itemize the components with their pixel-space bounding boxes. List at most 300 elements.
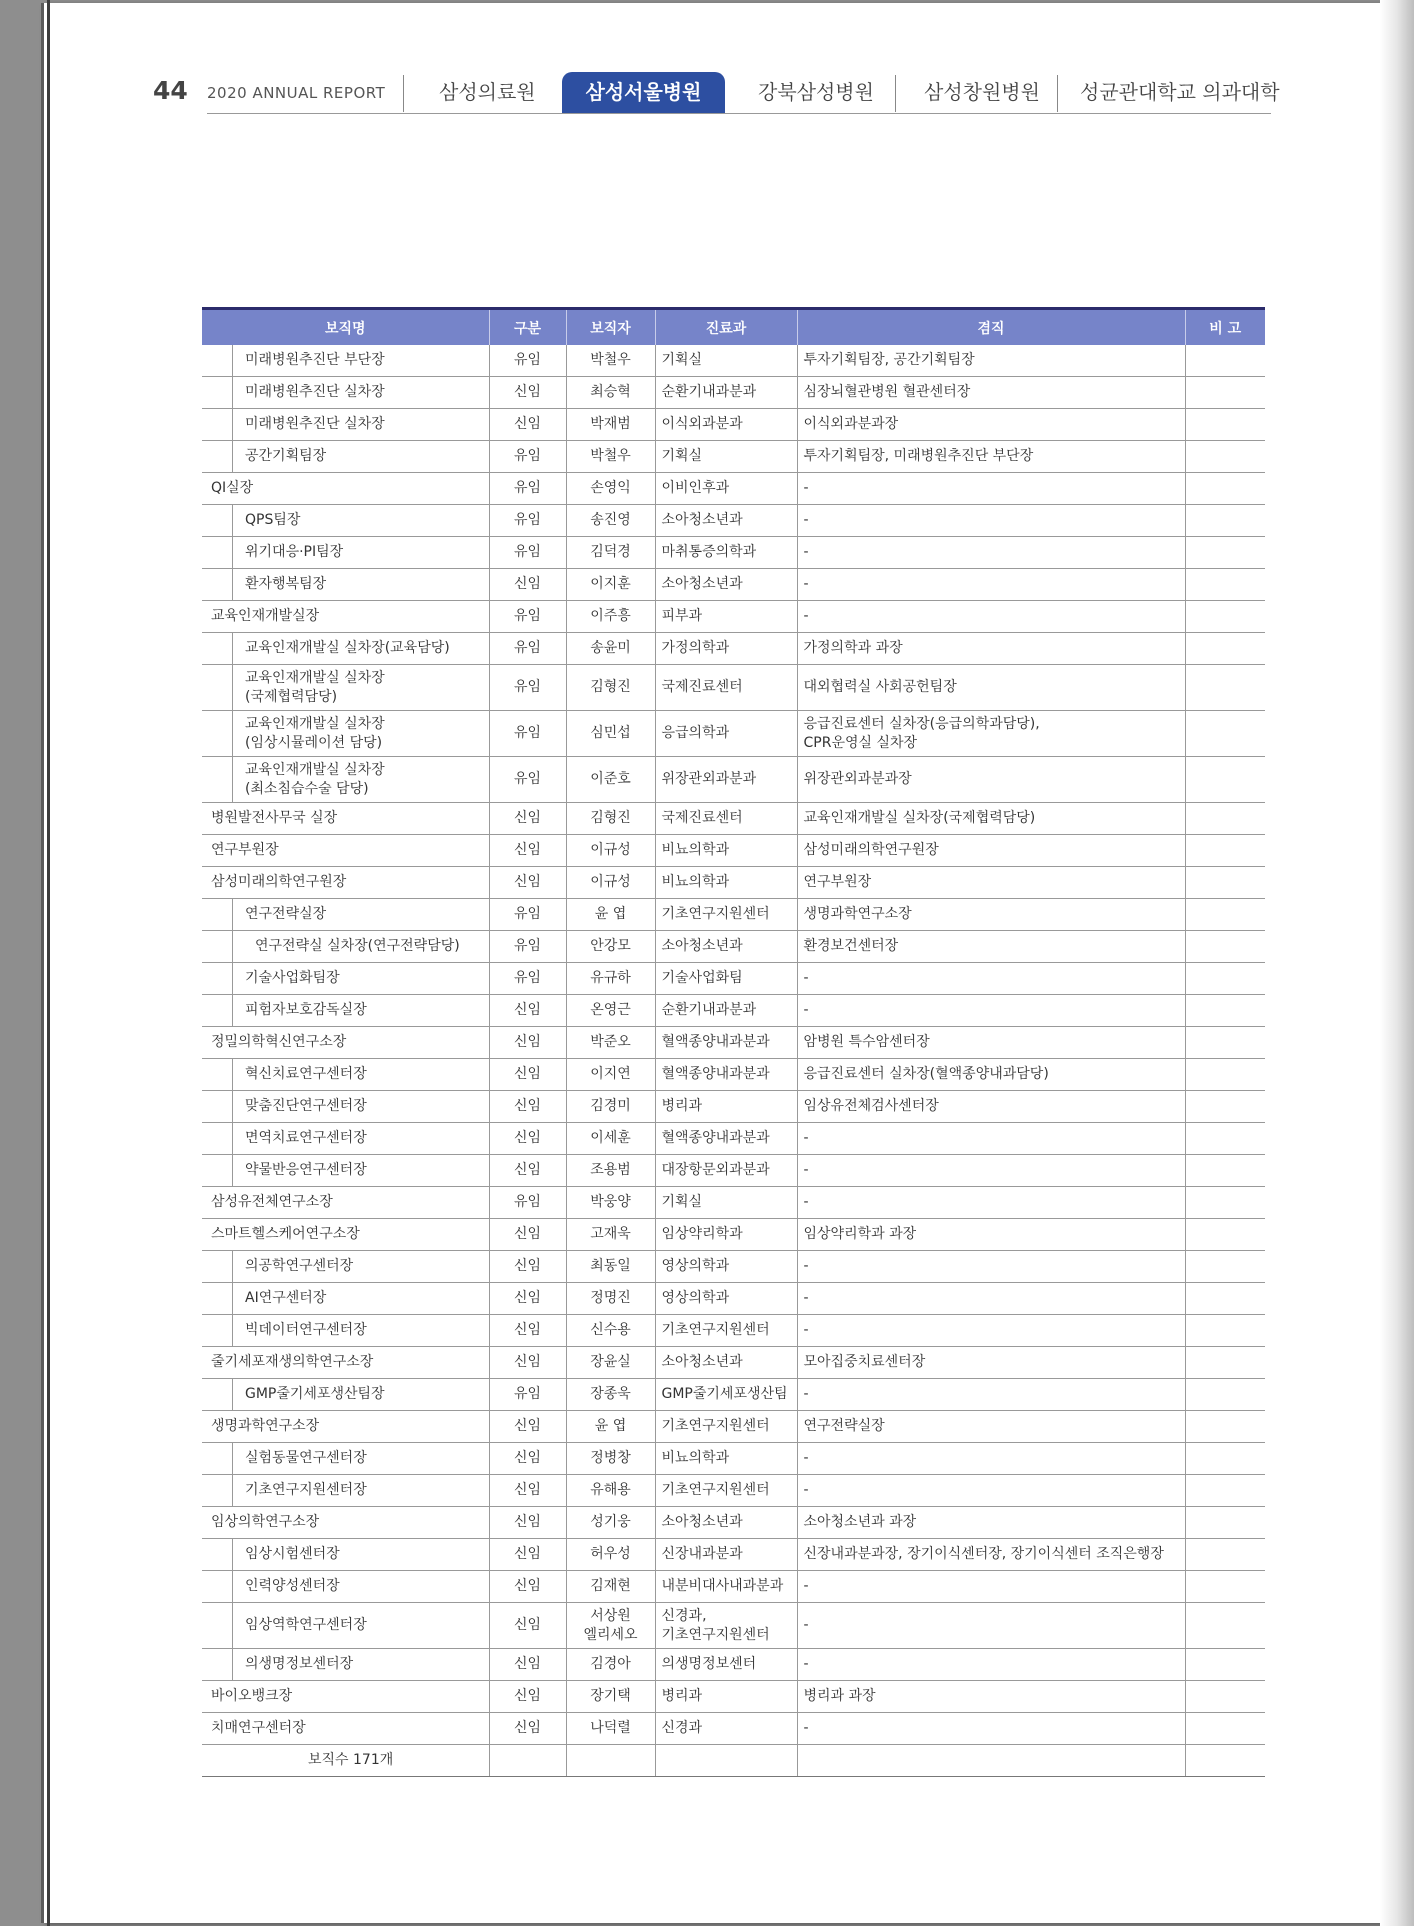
cell-person [566, 1187, 655, 1219]
cell-position [202, 377, 489, 409]
department-name: 순환기내과분과 [661, 1002, 757, 1019]
cell-concurrent [797, 1507, 1185, 1539]
position-line: (임상시뮬레이션 담당) [245, 734, 383, 751]
cell-type: 유임 [489, 345, 566, 377]
position-name [202, 1193, 489, 1212]
column-header-person: 보직자 [566, 309, 655, 346]
cell-type: 신임 [489, 1571, 566, 1603]
position-text [245, 543, 343, 562]
concurrent-text: 심장뇌혈관병원 혈관센터장 [803, 384, 971, 401]
position-text [245, 715, 385, 753]
department-name: 이비인후과 [661, 480, 730, 497]
concurrent-text: 응급진료센터 실차장(혈액종양내과담당) [803, 1066, 1049, 1083]
position-name [202, 1513, 489, 1532]
department-name: 국제진료센터 [661, 810, 743, 827]
cell-type: 유임 [489, 537, 566, 569]
cell-remarks [1185, 867, 1265, 899]
cell-position [202, 1123, 489, 1155]
position-text [245, 1257, 353, 1276]
cell-concurrent [797, 601, 1185, 633]
cell-remarks [1185, 1123, 1265, 1155]
position-line: 생명과학연구소장 [211, 1418, 320, 1435]
cell-department [655, 473, 797, 505]
position-name [202, 607, 489, 626]
cell-type: 신임 [489, 1155, 566, 1187]
cell-remarks [1185, 1379, 1265, 1411]
cell-type: 신임 [489, 1681, 566, 1713]
cell-department [655, 711, 797, 757]
position-text [211, 1418, 319, 1434]
person-name: 김재현 [590, 1578, 631, 1595]
tab-kangbuk-samsung-hospital[interactable]: 강북삼성병원 [758, 80, 874, 104]
position-text [245, 383, 385, 402]
cell-type: 유임 [489, 757, 566, 803]
cell-person [566, 1411, 655, 1443]
cell-position [202, 601, 489, 633]
report-title: 2020 ANNUAL REPORT [207, 84, 386, 102]
position-line: 미래병원추진단 실차장 [245, 416, 385, 433]
cell-person [566, 473, 655, 505]
position-text [245, 1481, 367, 1500]
cell-type: 신임 [489, 1603, 566, 1649]
tab-samsung-medical-center[interactable]: 삼성의료원 [439, 80, 536, 104]
cell-department [655, 1603, 797, 1649]
concurrent-text: - [803, 1130, 809, 1147]
cell-concurrent [797, 1059, 1185, 1091]
department-name: 혈액종양내과분과 [661, 1130, 770, 1147]
cell-person [566, 1283, 655, 1315]
cell-department [655, 899, 797, 931]
cell-person [566, 1443, 655, 1475]
concurrent-text: 환경보건센터장 [803, 938, 899, 955]
position-name [202, 873, 489, 892]
table-row [202, 1475, 1265, 1507]
cell-department [655, 1155, 797, 1187]
concurrent-text: - [803, 544, 809, 561]
department-name: 영상의학과 [661, 1290, 730, 1307]
cell-person [566, 1123, 655, 1155]
cell-concurrent [797, 1681, 1185, 1713]
person-name: 엘리세오 [583, 1626, 638, 1643]
cell-remarks [1185, 1283, 1265, 1315]
position-line: 정밀의학혁신연구소장 [211, 1034, 347, 1051]
cell-concurrent [797, 1649, 1185, 1681]
tab-skku-school-of-medicine[interactable]: 성균관대학교 의과대학 [1080, 80, 1280, 104]
concurrent-text: 연구전략실장 [803, 1418, 885, 1435]
cell-department [655, 835, 797, 867]
cell-position [202, 1059, 489, 1091]
cell-person [566, 1681, 655, 1713]
position-line: 연구부원장 [211, 842, 279, 859]
position-text [245, 1449, 367, 1468]
table-row [202, 995, 1265, 1027]
cell-department [655, 1539, 797, 1571]
column-header-remarks: 비 고 [1185, 309, 1265, 346]
position-line: 치매연구센터장 [211, 1720, 306, 1737]
position-text [245, 447, 326, 466]
cell-position [202, 1347, 489, 1379]
position-line: 임상역학연구센터장 [245, 1617, 367, 1634]
position-text [245, 1129, 367, 1148]
position-text [211, 1720, 306, 1736]
position-name [232, 1539, 489, 1570]
concurrent-text: 투자기획팀장, 미래병원추진단 부단장 [803, 448, 1034, 465]
cell-position [202, 1603, 489, 1649]
position-name [232, 505, 489, 536]
position-line: 인력양성센터장 [245, 1578, 340, 1595]
cell-person [566, 633, 655, 665]
column-header-type: 구분 [489, 309, 566, 346]
department-name: 소아청소년과 [661, 576, 743, 593]
person-name: 서상원 [590, 1607, 631, 1624]
cell-department [655, 1411, 797, 1443]
department-name: 신경과, [661, 1607, 707, 1624]
cell-concurrent [797, 1315, 1185, 1347]
cell-type: 신임 [489, 1475, 566, 1507]
concurrent-text: 임상유전체검사센터장 [803, 1098, 939, 1115]
position-text [245, 969, 340, 988]
position-text [245, 669, 385, 707]
cell-remarks [1185, 963, 1265, 995]
cell-concurrent [797, 995, 1185, 1027]
person-name: 이주흥 [590, 608, 631, 625]
cell-position [202, 1219, 489, 1251]
concurrent-text: - [803, 1720, 809, 1737]
cell-department [655, 1649, 797, 1681]
cell-type: 유임 [489, 931, 566, 963]
concurrent-text: - [803, 1482, 809, 1499]
position-name [232, 537, 489, 568]
position-line: 교육인재개발실장 [211, 608, 320, 625]
cell-person [566, 569, 655, 601]
person-name: 고재욱 [590, 1226, 631, 1243]
cell-department [655, 1713, 797, 1745]
position-text [245, 1545, 340, 1564]
cell-department [655, 1475, 797, 1507]
cell-department [655, 1507, 797, 1539]
position-name [232, 1091, 489, 1122]
cell-department [655, 1251, 797, 1283]
cell-remarks [1185, 1571, 1265, 1603]
cell-person [566, 1347, 655, 1379]
cell-type: 유임 [489, 505, 566, 537]
cell-empty [1185, 1745, 1265, 1777]
cell-type: 유임 [489, 711, 566, 757]
appointments-table [202, 307, 1265, 1777]
cell-remarks [1185, 1091, 1265, 1123]
cell-type: 신임 [489, 1411, 566, 1443]
concurrent-text: - [803, 1578, 809, 1595]
header-rule [207, 113, 1271, 114]
department-name: 신장내과분과 [661, 1546, 743, 1563]
cell-remarks [1185, 1315, 1265, 1347]
cell-person [566, 711, 655, 757]
cell-department [655, 1091, 797, 1123]
position-line: 교육인재개발실 실차장(교육담당) [245, 640, 450, 657]
position-line: 약물반응연구센터장 [245, 1162, 367, 1179]
cell-concurrent [797, 1379, 1185, 1411]
total-count: 보직수 171개 [308, 1752, 394, 1769]
tab-samsung-changwon-hospital[interactable]: 삼성창원병원 [924, 80, 1040, 104]
position-line: 위기대응·PI팀장 [245, 544, 344, 561]
cell-concurrent [797, 1539, 1185, 1571]
department-name: 기초연구지원센터 [661, 1322, 770, 1339]
cell-remarks [1185, 1187, 1265, 1219]
cell-department [655, 867, 797, 899]
cell-remarks [1185, 441, 1265, 473]
cell-department [655, 931, 797, 963]
position-line: 바이오뱅크장 [211, 1688, 293, 1705]
position-name [202, 809, 489, 828]
position-line: 의생명정보센터장 [245, 1656, 354, 1673]
cell-remarks [1185, 803, 1265, 835]
person-name: 이지연 [590, 1066, 631, 1083]
person-name: 나덕렬 [590, 1720, 631, 1737]
department-name: 가정의학과 [661, 640, 730, 657]
cell-department [655, 1379, 797, 1411]
position-name [232, 1443, 489, 1474]
concurrent-text: 이식외과분과장 [803, 416, 899, 433]
cell-empty [566, 1745, 655, 1777]
table-row [202, 931, 1265, 963]
cell-type: 유임 [489, 633, 566, 665]
cell-person [566, 1027, 655, 1059]
concurrent-text: - [803, 512, 809, 529]
position-line: 임상의학연구소장 [211, 1514, 320, 1531]
table-row [202, 835, 1265, 867]
table-row [202, 1219, 1265, 1251]
department-name: 영상의학과 [661, 1258, 730, 1275]
person-name: 최승혁 [590, 384, 631, 401]
tab-samsung-seoul-hospital[interactable]: 삼성서울병원 [562, 72, 725, 114]
concurrent-text: 병리과 과장 [803, 1688, 876, 1705]
department-name: 국제진료센터 [661, 679, 743, 696]
cell-type: 신임 [489, 1649, 566, 1681]
cell-position [202, 1155, 489, 1187]
cell-concurrent [797, 377, 1185, 409]
cell-type: 유임 [489, 1187, 566, 1219]
cell-position [202, 1649, 489, 1681]
position-name [232, 1155, 489, 1186]
cell-person [566, 1603, 655, 1649]
table-row [202, 505, 1265, 537]
department-name: 순환기내과분과 [661, 384, 757, 401]
cell-position [202, 345, 489, 377]
cell-type: 신임 [489, 1283, 566, 1315]
position-line: 연구전략실장 [245, 906, 327, 923]
person-name: 장윤실 [590, 1354, 631, 1371]
cell-concurrent [797, 835, 1185, 867]
table-row [202, 1411, 1265, 1443]
table-row [202, 711, 1265, 757]
position-name [232, 1283, 489, 1314]
position-line: 맞춤진단연구센터장 [245, 1098, 367, 1115]
cell-concurrent [797, 1443, 1185, 1475]
position-text [245, 639, 450, 658]
department-name: 응급의학과 [661, 725, 730, 742]
position-text [245, 1616, 367, 1635]
cell-concurrent [797, 931, 1185, 963]
cell-department [655, 757, 797, 803]
person-name: 성기웅 [590, 1514, 631, 1531]
position-name [232, 1251, 489, 1282]
department-name: 이식외과분과 [661, 416, 743, 433]
nav-divider [1057, 75, 1058, 112]
cell-remarks [1185, 1251, 1265, 1283]
cell-department [655, 601, 797, 633]
cell-position [202, 711, 489, 757]
position-name [232, 441, 489, 472]
department-name: 소아청소년과 [661, 512, 743, 529]
table-row [202, 1571, 1265, 1603]
table-row [202, 963, 1265, 995]
cell-person [566, 757, 655, 803]
cell-person [566, 899, 655, 931]
cell-remarks [1185, 345, 1265, 377]
position-text [211, 1226, 360, 1242]
position-line: 교육인재개발실 실차장 [245, 715, 385, 732]
cell-position [202, 803, 489, 835]
concurrent-text: 가정의학과 과장 [803, 640, 903, 657]
position-line: 미래병원추진단 부단장 [245, 352, 385, 369]
cell-concurrent [797, 505, 1185, 537]
department-name: 피부과 [661, 608, 703, 625]
position-name [232, 1571, 489, 1602]
table-row [202, 803, 1265, 835]
person-name: 심민섭 [590, 725, 631, 742]
cell-remarks [1185, 633, 1265, 665]
cell-remarks [1185, 409, 1265, 441]
cell-person [566, 1091, 655, 1123]
cell-type: 유임 [489, 1379, 566, 1411]
table-row [202, 1507, 1265, 1539]
position-line: 기술사업화팀장 [245, 970, 340, 987]
cell-concurrent [797, 757, 1185, 803]
person-name: 손영익 [590, 480, 631, 497]
cell-position [202, 1713, 489, 1745]
position-name [232, 1059, 489, 1090]
cell-department [655, 441, 797, 473]
concurrent-text: 연구부원장 [803, 874, 872, 891]
table-row [202, 633, 1265, 665]
table-row [202, 345, 1265, 377]
position-name [232, 1315, 489, 1346]
cell-person [566, 995, 655, 1027]
table-row [202, 665, 1265, 711]
person-name: 박재범 [590, 416, 631, 433]
cell-person [566, 1251, 655, 1283]
cell-remarks [1185, 899, 1265, 931]
concurrent-text: 암병원 특수암센터장 [803, 1034, 930, 1051]
cell-type: 유임 [489, 601, 566, 633]
position-line: 교육인재개발실 실차장 [245, 669, 385, 686]
table-row [202, 1713, 1265, 1745]
cell-person [566, 1315, 655, 1347]
table-row [202, 1347, 1265, 1379]
department-name: 대장항문외과분과 [661, 1162, 770, 1179]
position-name [202, 841, 489, 860]
cell-concurrent [797, 1251, 1185, 1283]
cell-remarks [1185, 1027, 1265, 1059]
concurrent-text: - [803, 576, 809, 593]
cell-remarks [1185, 601, 1265, 633]
cell-type: 신임 [489, 1713, 566, 1745]
position-text [245, 1321, 367, 1340]
cell-type: 유임 [489, 963, 566, 995]
department-name: 병리과 [661, 1098, 703, 1115]
department-name: 내분비대사내과분과 [661, 1578, 784, 1595]
cell-type: 신임 [489, 1443, 566, 1475]
department-name: 임상약리학과 [661, 1226, 743, 1243]
cell-person [566, 867, 655, 899]
cell-type: 유임 [489, 441, 566, 473]
cell-department [655, 377, 797, 409]
department-name: 기획실 [661, 352, 703, 369]
concurrent-text: 위장관외과분과장 [803, 771, 912, 788]
cell-remarks [1185, 1649, 1265, 1681]
cell-person [566, 1507, 655, 1539]
table-row [202, 1059, 1265, 1091]
person-name: 이규성 [590, 874, 631, 891]
cell-remarks [1185, 757, 1265, 803]
cell-department [655, 803, 797, 835]
cell-position [202, 1539, 489, 1571]
position-line: 빅데이터연구센터장 [245, 1322, 367, 1339]
cell-remarks [1185, 1411, 1265, 1443]
cell-person [566, 835, 655, 867]
position-line: 병원발전사무국 실장 [211, 810, 338, 827]
cell-position [202, 1443, 489, 1475]
cell-person [566, 1475, 655, 1507]
table-row [202, 1315, 1265, 1347]
person-name: 김형진 [590, 810, 631, 827]
position-name [202, 1353, 489, 1372]
person-name: 송윤미 [590, 640, 631, 657]
cell-concurrent [797, 1411, 1185, 1443]
position-line: 기초연구지원센터장 [245, 1482, 367, 1499]
cell-department [655, 1681, 797, 1713]
cell-type: 신임 [489, 569, 566, 601]
cell-concurrent [797, 537, 1185, 569]
cell-concurrent [797, 1347, 1185, 1379]
cell-remarks [1185, 1219, 1265, 1251]
cell-position [202, 899, 489, 931]
cell-concurrent [797, 569, 1185, 601]
cell-position [202, 1681, 489, 1713]
cell-position [202, 569, 489, 601]
position-line: 교육인재개발실 실차장 [245, 761, 385, 778]
position-line: 줄기세포재생의학연구소장 [211, 1354, 374, 1371]
person-name: 장종욱 [590, 1386, 631, 1403]
position-text [245, 1289, 326, 1308]
table-row [202, 1091, 1265, 1123]
table-total-row [202, 1745, 1265, 1777]
concurrent-text: - [803, 1290, 809, 1307]
cell-position [202, 633, 489, 665]
department-name: 비뇨의학과 [661, 1450, 730, 1467]
cell-concurrent [797, 1283, 1185, 1315]
cell-concurrent [797, 1603, 1185, 1649]
department-name: GMP줄기세포생산팀 [661, 1386, 788, 1403]
cell-type: 신임 [489, 1507, 566, 1539]
position-name [232, 665, 489, 710]
concurrent-text: 모아집중치료센터장 [803, 1354, 926, 1371]
cell-type: 신임 [489, 1091, 566, 1123]
table-row [202, 1379, 1265, 1411]
concurrent-text: - [803, 1194, 809, 1211]
cell-remarks [1185, 1539, 1265, 1571]
position-line: QPS팀장 [245, 512, 301, 529]
